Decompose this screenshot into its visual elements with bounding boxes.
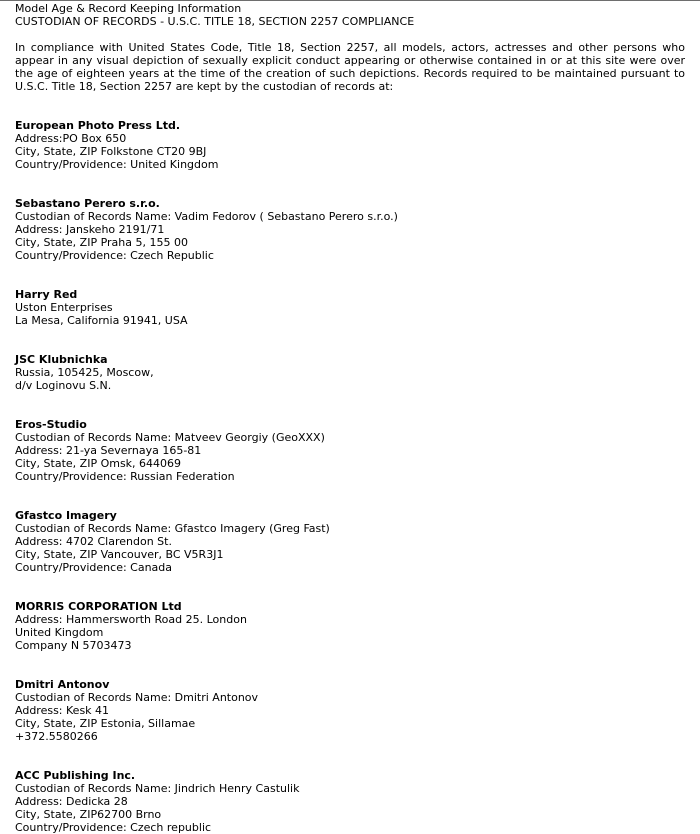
page-title: Model Age & Record Keeping Information — [15, 2, 242, 15]
record-detail-line: Country/Providence: Czech Republic — [15, 249, 214, 262]
record-detail-line: Address: Dedicka 28 — [15, 795, 128, 808]
custodian-record — [15, 418, 685, 483]
custodian-record — [15, 119, 685, 171]
record-detail-line: Company N 5703473 — [15, 639, 132, 652]
custodian-record — [15, 353, 685, 392]
record-detail-line: Address:PO Box 650 — [15, 132, 127, 145]
record-name: Dmitri Antonov — [15, 678, 110, 691]
record-detail-line: City, State, ZIP62700 Brno — [15, 808, 162, 821]
record-name: Gfastco Imagery — [15, 509, 117, 522]
record-detail-line: Uston Enterprises — [15, 301, 113, 314]
compliance-statement: In compliance with United States Code, Title 18, Section 2257, all models, actors, actresses and other persons who appear in any visual depiction of sexually explicit conduct appearing or otherwise contained in or at this site were over the age of eighteen years at the time of the creation of such depictions. Records required to be maintained pursuant to U.S.C. Title 18, Section 2257 are kept by the custodian of records at: — [15, 41, 685, 93]
record-detail-line: La Mesa, California 91941, USA — [15, 314, 188, 327]
record-detail-line: Custodian of Records Name: Gfastco Imagery (Greg Fast) — [15, 522, 330, 535]
record-detail-line: Custodian of Records Name: Dmitri Antonov — [15, 691, 259, 704]
record-detail-line: City, State, ZIP Vancouver, BC V5R3J1 — [15, 548, 224, 561]
record-detail-line: Address: 21-ya Severnaya 165-81 — [15, 444, 202, 457]
records-list — [15, 119, 685, 834]
record-name: Eros-Studio — [15, 418, 87, 431]
custodian-record — [15, 197, 685, 262]
record-detail-line: Russia, 105425, Moscow, — [15, 366, 154, 379]
top-divider — [0, 0, 700, 1]
record-detail-line: Country/Providence: Russian Federation — [15, 470, 235, 483]
record-detail-line: Address: Kesk 41 — [15, 704, 110, 717]
record-detail-line: City, State, ZIP Praha 5, 155 00 — [15, 236, 188, 249]
record-detail-line: Country/Providence: United Kingdom — [15, 158, 219, 171]
record-detail-line: City, State, ZIP Estonia, Sillamae — [15, 717, 196, 730]
record-detail-line: Custodian of Records Name: Matveev Georgiy (GeoXXX) — [15, 431, 325, 444]
record-detail-line: Address: Hammersworth Road 25. London — [15, 613, 247, 626]
record-detail-line: Country/Providence: Czech republic — [15, 821, 212, 834]
record-detail-line: City, State, ZIP Folkstone CT20 9BJ — [15, 145, 207, 158]
record-name: MORRIS CORPORATION Ltd — [15, 600, 182, 613]
record-detail-line: Custodian of Records Name: Jindrich Henry Castulik — [15, 782, 300, 795]
custodian-record — [15, 600, 685, 652]
record-name: European Photo Press Ltd. — [15, 119, 181, 132]
record-detail-line: City, State, ZIP Omsk, 644069 — [15, 457, 182, 470]
compliance-subtitle: CUSTODIAN OF RECORDS - U.S.C. TITLE 18, SECTION 2257 COMPLIANCE — [15, 15, 415, 28]
custodian-record — [15, 509, 685, 574]
record-keeping-content — [15, 2, 685, 834]
custodian-record — [15, 678, 685, 743]
record-detail-line: United Kingdom — [15, 626, 104, 639]
record-detail-line: Country/Providence: Canada — [15, 561, 173, 574]
record-detail-line: +372.5580266 — [15, 730, 98, 743]
record-detail-line: d/v Loginovu S.N. — [15, 379, 112, 392]
custodian-record — [15, 288, 685, 327]
record-name: Harry Red — [15, 288, 78, 301]
record-detail-line: Custodian of Records Name: Vadim Fedorov ( Sebastano Perero s.r.o.) — [15, 210, 398, 223]
record-name: ACC Publishing Inc. — [15, 769, 136, 782]
record-name: Sebastano Perero s.r.o. — [15, 197, 160, 210]
record-detail-line: Address: Janskeho 2191/71 — [15, 223, 165, 236]
record-detail-line: Address: 4702 Clarendon St. — [15, 535, 172, 548]
record-name: JSC Klubnichka — [15, 353, 108, 366]
custodian-record — [15, 769, 685, 834]
